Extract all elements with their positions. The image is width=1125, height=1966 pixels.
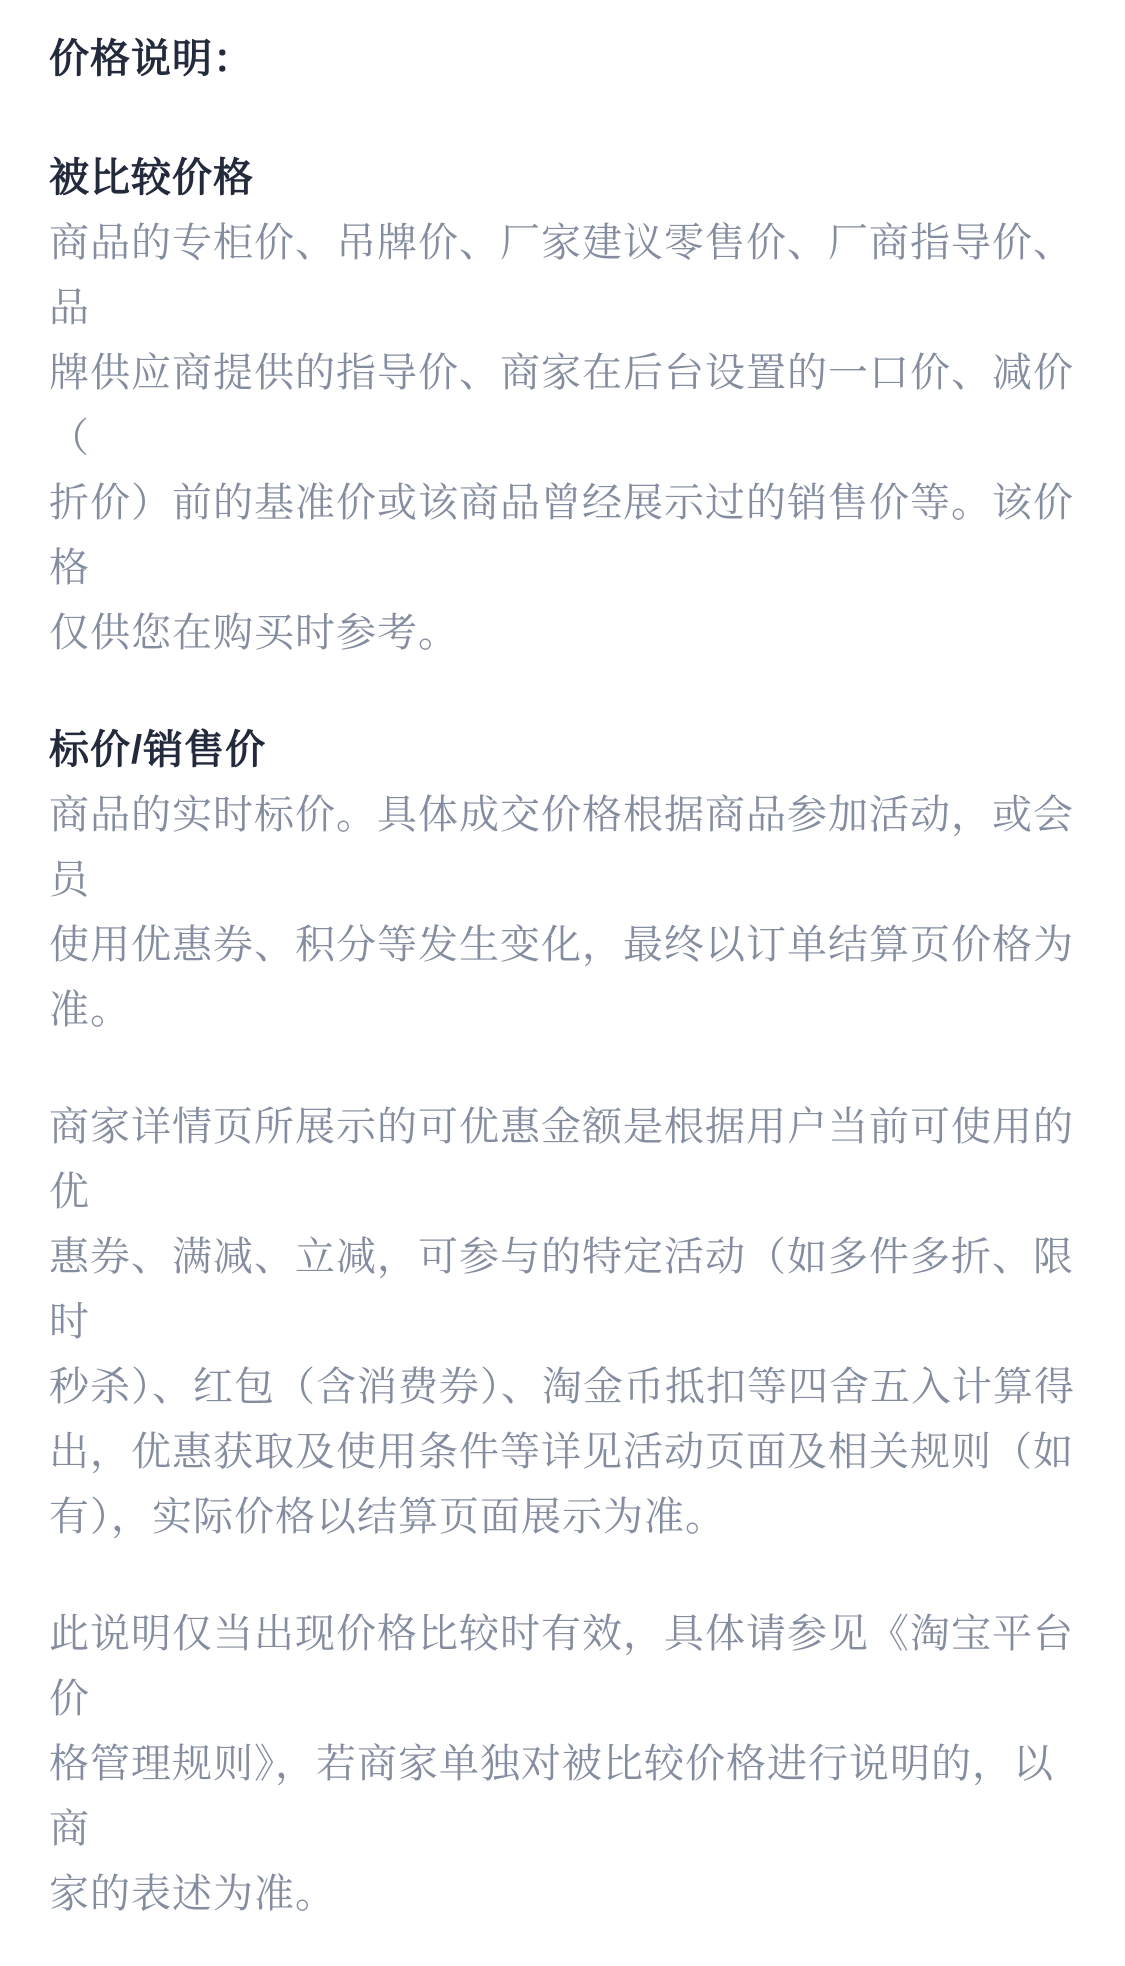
list-price-heading: 标价/销售价 — [49, 728, 267, 772]
section-discount-amount-note — [49, 1095, 1076, 1550]
section-validity-note — [49, 1602, 1076, 1927]
section-compared-price — [49, 146, 1076, 666]
page-title: 价格说明： — [49, 37, 254, 81]
validity-note-body: 此说明仅当出现价格比较时有效，具体请参见《淘宝平台价 格管理规则》，若商家单独对被比较价格进行说明的，以商 家的表述为准。 — [49, 1612, 1074, 1916]
compared-price-heading: 被比较价格 — [49, 156, 254, 200]
list-price-body: 商品的实时标价。具体成交价格根据商品参加活动，或会员 使用优惠券、积分等发生变化，最终以订单结算页价格为 准。 — [49, 793, 1074, 1032]
discount-amount-note-body: 商家详情页所展示的可优惠金额是根据用户当前可使用的优 惠券、满减、立减，可参与的特定活动（如多件多折、限时 秒杀）、红包（含消费券）、淘金币抵扣等四舍五入计算得 出，优惠获取及使用条件等详见活动页面及相关规则（如 有），实际价格以结算页面展示为准。 — [49, 1105, 1075, 1539]
section-list-price — [49, 718, 1076, 1043]
compared-price-body: 商品的专柜价、吊牌价、厂家建议零售价、厂商指导价、品 牌供应商提供的指导价、商家在后台设置的一口价、减价（ 折价）前的基准价或该商品曾经展示过的销售价等。该价格 仅供您在购买时参考。 — [49, 221, 1074, 655]
